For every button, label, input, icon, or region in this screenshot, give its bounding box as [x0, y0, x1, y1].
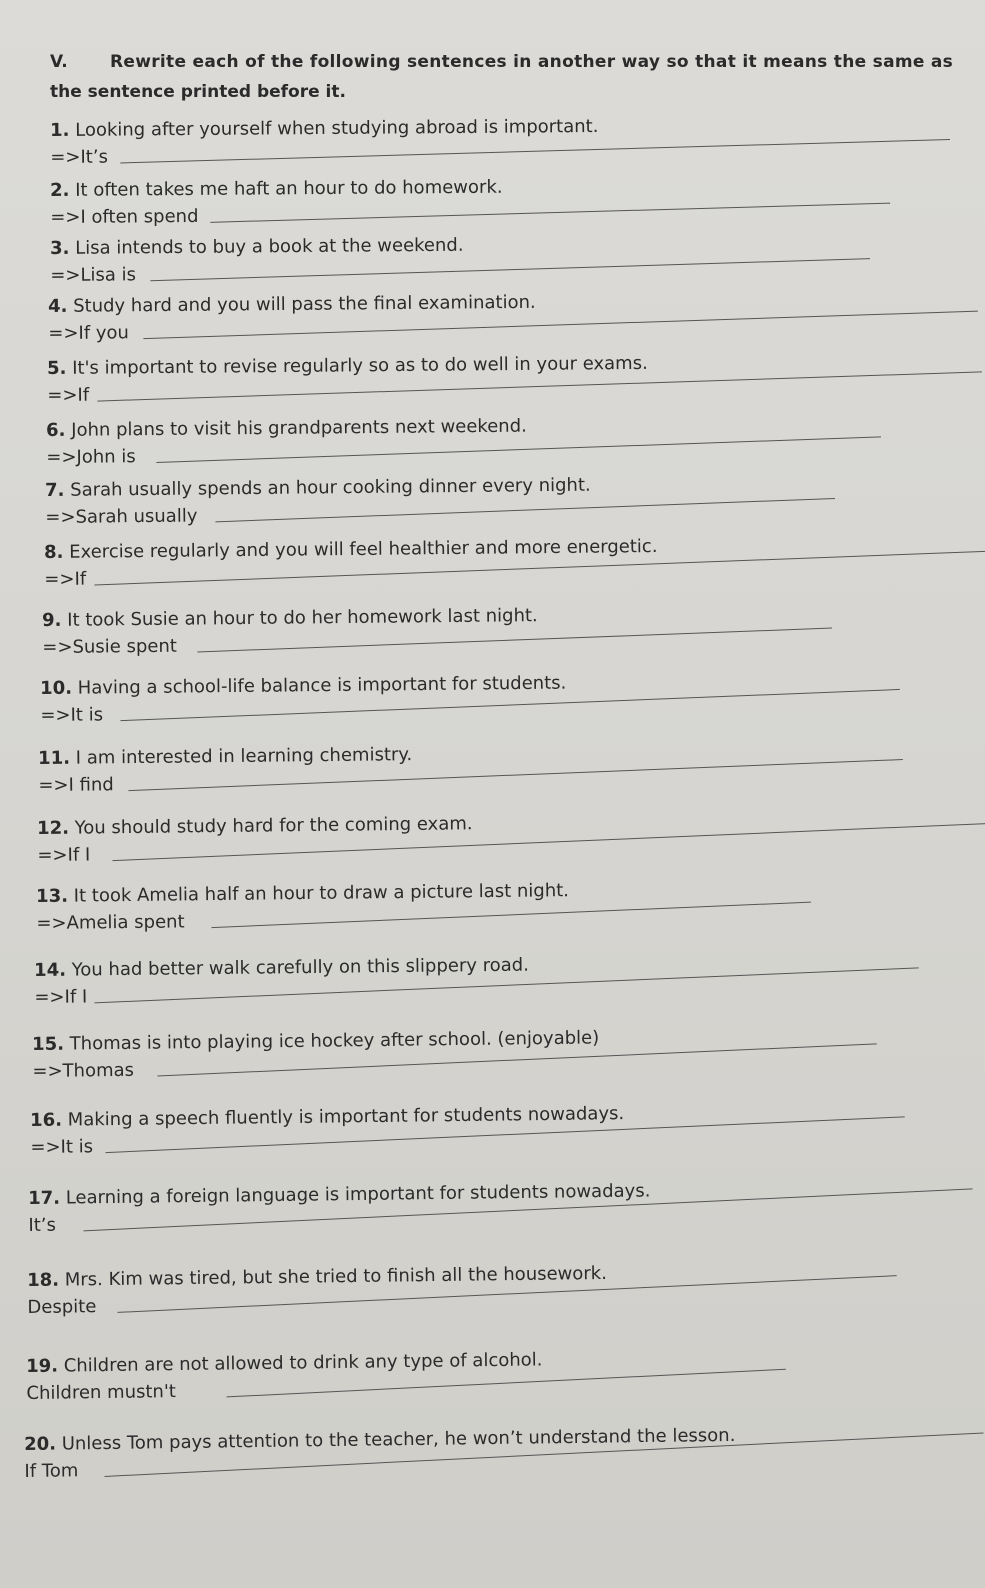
- question-number: 20.: [24, 1433, 57, 1455]
- question-text: You should study hard for the coming exam.: [74, 813, 473, 839]
- question-number: 5.: [47, 357, 67, 379]
- answer-blank-line[interactable]: [150, 258, 870, 281]
- answer-prompt: Despite: [27, 1296, 97, 1318]
- question-number: 9.: [42, 609, 62, 631]
- question-text: It often takes me haft an hour to do homework.: [75, 176, 503, 201]
- question-text: Looking after yourself when studying abroad is important.: [75, 115, 599, 141]
- question-text: Children are not allowed to drink any type of alcohol.: [63, 1349, 543, 1377]
- question-sentence: [30, 1100, 905, 1131]
- question-number: 3.: [50, 237, 70, 259]
- exercise-item-2: [50, 174, 890, 233]
- question-text: Making a speech fluently is important for students nowadays.: [67, 1103, 625, 1131]
- answer-prompt: =>I often spend: [50, 205, 199, 228]
- question-number: 8.: [44, 541, 64, 563]
- answer-row: [27, 1286, 897, 1323]
- question-number: 19.: [26, 1355, 59, 1377]
- instruction-line-1: [50, 52, 970, 72]
- answer-blank-line[interactable]: [210, 203, 890, 223]
- question-text: Thomas is into playing ice hockey after school. (enjoyable): [69, 1027, 600, 1055]
- answer-blank-line[interactable]: [215, 498, 835, 522]
- answer-prompt: =>Thomas: [32, 1059, 135, 1082]
- answer-row: [37, 835, 985, 871]
- answer-prompt: =>If I: [34, 986, 88, 1008]
- question-sentence: [28, 1176, 973, 1209]
- answer-blank-line[interactable]: [156, 436, 881, 463]
- answer-row: [44, 560, 985, 595]
- question-sentence: [50, 174, 890, 201]
- question-sentence: [45, 472, 835, 501]
- question-number: 14.: [34, 959, 67, 981]
- exercise-item-7: [45, 472, 835, 533]
- exercise-item-17: [28, 1176, 974, 1241]
- question-text: John plans to visit his grandparents next weekend.: [71, 415, 527, 441]
- answer-row: [34, 977, 919, 1013]
- question-sentence: [37, 808, 985, 839]
- question-sentence: [32, 1024, 877, 1055]
- question-text: Lisa intends to buy a book at the weekend.: [75, 234, 464, 259]
- answer-prompt: =>It is: [30, 1136, 94, 1158]
- exercise-item-5: [47, 350, 982, 411]
- exercise-item-3: [50, 231, 870, 291]
- question-number: 12.: [37, 817, 70, 839]
- question-text: Sarah usually spends an hour cooking dinner every night.: [70, 474, 591, 501]
- answer-row: [50, 258, 870, 291]
- answer-blank-line[interactable]: [120, 139, 950, 163]
- answer-row: [24, 1449, 984, 1487]
- question-sentence: [46, 412, 881, 441]
- instruction-line-2: the sentence printed before it.: [50, 82, 346, 102]
- question-sentence: [42, 602, 832, 631]
- answer-row: [48, 315, 978, 349]
- exercise-item-4: [48, 288, 978, 349]
- answer-prompt: Children mustn't: [26, 1381, 177, 1404]
- exercise-item-10: [40, 669, 901, 731]
- exercise-item-19: [26, 1346, 787, 1409]
- answer-prompt: =>Sarah usually: [45, 505, 198, 528]
- answer-prompt: It’s: [28, 1214, 57, 1236]
- question-number: 11.: [38, 747, 71, 769]
- answer-prompt: =>It is: [40, 704, 104, 726]
- question-text: Having a school-life balance is important for students.: [77, 672, 567, 699]
- exercise-item-8: [44, 533, 985, 595]
- question-number: 13.: [36, 885, 69, 907]
- answer-blank-line[interactable]: [197, 628, 832, 653]
- question-number: 16.: [30, 1109, 63, 1131]
- question-number: 15.: [32, 1033, 65, 1055]
- question-sentence: [44, 533, 985, 563]
- question-number: 2.: [50, 179, 70, 201]
- answer-row: [45, 499, 835, 533]
- question-number: 18.: [27, 1269, 60, 1291]
- answer-prompt: =>If I: [37, 844, 91, 866]
- question-sentence: [48, 288, 978, 317]
- question-sentence: [27, 1259, 897, 1291]
- question-number: 7.: [45, 479, 65, 501]
- answer-row: [28, 1203, 973, 1241]
- question-number: 6.: [46, 419, 66, 441]
- exercise-header: [50, 52, 970, 102]
- answer-row: [50, 140, 950, 173]
- question-number: 10.: [40, 677, 73, 699]
- question-text: Learning a foreign language is important for students nowadays.: [65, 1180, 651, 1209]
- question-sentence: [26, 1346, 786, 1377]
- question-text: It's important to revise regularly so as to do well in your exams.: [72, 352, 648, 379]
- answer-row: [36, 904, 811, 939]
- exercise-item-9: [42, 602, 832, 663]
- answer-row: [42, 629, 832, 663]
- question-sentence: [50, 231, 870, 259]
- answer-prompt: =>If: [47, 384, 90, 406]
- exercise-item-18: [27, 1259, 898, 1323]
- exercise-item-11: [38, 739, 904, 801]
- answer-row: [30, 1127, 905, 1163]
- question-text: You had better walk carefully on this slippery road.: [71, 954, 529, 981]
- exercise-item-12: [37, 808, 985, 871]
- question-sentence: [36, 877, 811, 907]
- answer-prompt: =>John is: [46, 446, 136, 468]
- answer-row: [40, 696, 900, 731]
- question-text: Unless Tom pays attention to the teacher, he won’t understand the lesson.: [61, 1424, 736, 1455]
- question-text: I am interested in learning chemistry.: [75, 744, 413, 769]
- answer-prompt: If Tom: [24, 1460, 79, 1482]
- exercise-item-6: [46, 412, 881, 473]
- instruction-text-1: Rewrite each of the following sentences in another way so that it means the same as: [110, 52, 954, 72]
- exercise-item-15: [32, 1024, 878, 1087]
- answer-prompt: =>If you: [48, 322, 130, 344]
- question-number: 4.: [48, 295, 68, 317]
- section-number: V.: [50, 52, 69, 72]
- answer-row: [47, 377, 982, 411]
- question-text: It took Susie an hour to do her homework last night.: [67, 605, 538, 631]
- answer-prompt: =>I find: [38, 774, 114, 796]
- exercise-item-13: [36, 877, 812, 939]
- answer-blank-line[interactable]: [211, 902, 811, 928]
- answer-row: [26, 1373, 786, 1409]
- answer-prompt: =>It’s: [50, 146, 108, 168]
- question-sentence: [47, 350, 982, 379]
- question-number: 17.: [28, 1187, 61, 1209]
- answer-row: [32, 1051, 877, 1087]
- answer-row: [50, 201, 890, 233]
- exercise-item-14: [34, 950, 920, 1013]
- question-sentence: [50, 113, 950, 141]
- answer-prompt: =>Susie spent: [42, 635, 177, 658]
- question-text: It took Amelia half an hour to draw a picture last night.: [73, 880, 570, 907]
- answer-prompt: =>Amelia spent: [36, 911, 185, 934]
- answer-prompt: =>Lisa is: [50, 264, 137, 286]
- exercise-item-16: [30, 1100, 906, 1163]
- exercise-item-20: [24, 1422, 985, 1487]
- answer-row: [46, 439, 881, 473]
- question-text: Study hard and you will pass the final examination.: [73, 291, 536, 317]
- question-text: Mrs. Kim was tired, but she tried to finish all the housework.: [64, 1262, 608, 1291]
- exercise-item-1: [50, 113, 950, 173]
- question-number: 1.: [50, 119, 70, 141]
- answer-prompt: =>If: [44, 568, 87, 590]
- question-sentence: [34, 950, 919, 981]
- question-text: Exercise regularly and you will feel healthier and more energetic.: [69, 536, 658, 563]
- answer-row: [38, 766, 903, 801]
